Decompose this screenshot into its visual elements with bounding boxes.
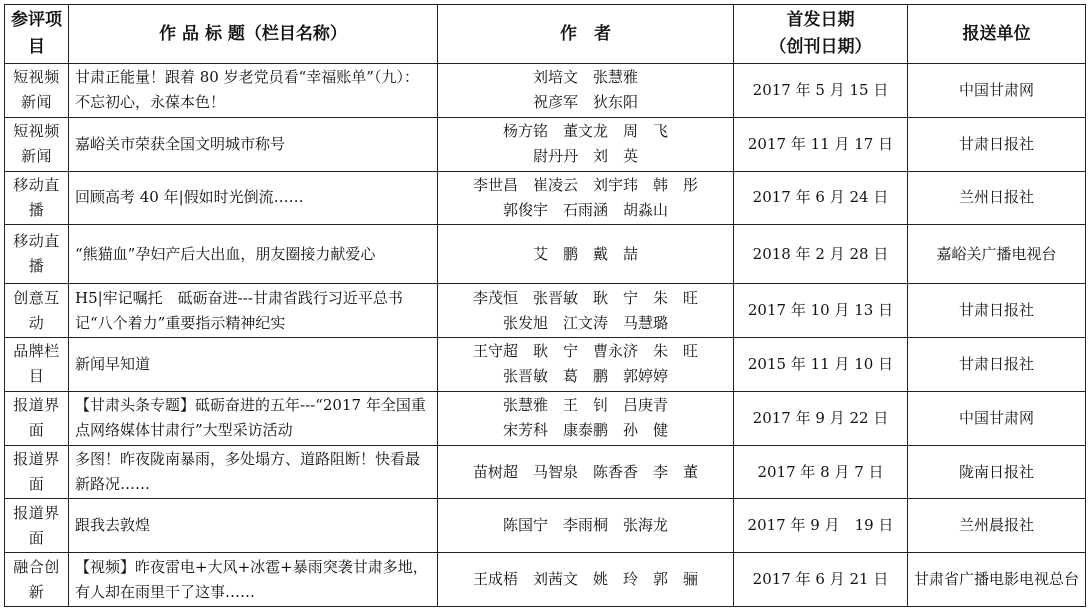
unit-cell: 陇南日报社: [908, 445, 1086, 499]
table-row: [5, 284, 1086, 338]
authors-line: 张慧雅 王 钊 吕庚青: [502, 396, 668, 415]
authors-line: 杨方铭 董文龙 周 飞: [502, 122, 668, 141]
authors-line: 张发旭 江文涛 马慧璐: [502, 313, 668, 332]
authors-line: 李世昌 崔凌云 刘宇玮 韩 彤: [472, 175, 698, 194]
table-row: [5, 171, 1086, 225]
category-cell: 品牌栏目: [5, 338, 69, 392]
date-cell: 2017 年 11 月 17 日: [734, 117, 908, 171]
authors-cell: [438, 64, 734, 118]
date-cell: 2015 年 11 月 10 日: [734, 338, 908, 392]
category-cell: 短视频新闻: [5, 64, 69, 118]
title-cell: H5|牢记嘱托 砥砺奋进---甘肃省践行习近平总书记“八个着力”重要指示精神纪实: [69, 284, 438, 338]
header-unit: 报送单位: [908, 5, 1086, 64]
awards-table: [4, 4, 1086, 607]
title-cell: 【视频】昨夜雷电+大风+冰雹+暴雨突袭甘肃多地，有人却在雨里干了这事……: [69, 553, 438, 607]
authors-line: 苗树超 马智泉 陈香香 李 董: [472, 462, 698, 481]
date-cell: 2017 年 6 月 21 日: [734, 553, 908, 607]
table-row: [5, 64, 1086, 118]
unit-cell: 甘肃日报社: [908, 338, 1086, 392]
authors-cell: [438, 117, 734, 171]
date-cell: 2017 年 8 月 7 日: [734, 445, 908, 499]
authors-line: 刘培文 张慧雅: [532, 68, 638, 87]
authors-line: 祝彦军 狄东阳: [532, 93, 638, 112]
date-cell: 2017 年 9 月 19 日: [734, 499, 908, 553]
authors-line: 陈国宁 李雨桐 张海龙: [502, 516, 668, 535]
unit-cell: 甘肃省广播电影电视总台: [908, 553, 1086, 607]
authors-cell: [438, 284, 734, 338]
authors-cell: [438, 445, 734, 499]
date-cell: 2017 年 10 月 13 日: [734, 284, 908, 338]
table-row: [5, 225, 1086, 284]
unit-cell: 嘉峪关广播电视台: [908, 225, 1086, 284]
authors-cell: [438, 553, 734, 607]
title-cell: 多图！昨夜陇南暴雨，多处塌方、道路阻断！快看最新路况……: [69, 445, 438, 499]
authors-cell: [438, 171, 734, 225]
title-cell: 【甘肃头条专题】砥砺奋进的五年---“2017 年全国重点网络媒体甘肃行”大型采访活动: [69, 391, 438, 445]
category-cell: 报道界面: [5, 445, 69, 499]
header-date-line2: （创刊日期）: [769, 37, 872, 57]
unit-cell: 兰州晨报社: [908, 499, 1086, 553]
authors-cell: [438, 499, 734, 553]
title-cell: “熊猫血”孕妇产后大出血，朋友圈接力献爱心: [69, 225, 438, 284]
date-cell: 2017 年 6 月 24 日: [734, 171, 908, 225]
title-cell: 跟我去敦煌: [69, 499, 438, 553]
unit-cell: 甘肃日报社: [908, 117, 1086, 171]
table-row: [5, 338, 1086, 392]
category-cell: 融合创新: [5, 553, 69, 607]
authors-line: 王守超 耿 宁 曹永济 朱 旺: [472, 342, 698, 361]
category-cell: 报道界面: [5, 499, 69, 553]
date-cell: 2017 年 9 月 22 日: [734, 391, 908, 445]
unit-cell: 兰州日报社: [908, 171, 1086, 225]
category-cell: 报道界面: [5, 391, 69, 445]
authors-line: 艾 鹏 戴 喆: [532, 244, 638, 263]
date-cell: 2017 年 5 月 15 日: [734, 64, 908, 118]
table-row: [5, 117, 1086, 171]
authors-line: 李茂恒 张晋敏 耿 宁 朱 旺: [472, 288, 698, 307]
authors-line: 郭俊宇 石雨涵 胡淼山: [502, 200, 668, 219]
header-authors: 作 者: [438, 5, 734, 64]
table-row: [5, 445, 1086, 499]
title-cell: 新闻早知道: [69, 338, 438, 392]
category-cell: 创意互动: [5, 284, 69, 338]
date-cell: 2018 年 2 月 28 日: [734, 225, 908, 284]
title-cell: 回顾高考 40 年|假如时光倒流……: [69, 171, 438, 225]
authors-line: 王成梧 刘茜文 姚 玲 郭 骊: [472, 570, 698, 589]
unit-cell: 中国甘肃网: [908, 64, 1086, 118]
title-cell: 甘肃正能量！跟着 80 岁老党员看“幸福账单”（九）：不忘初心，永葆本色！: [69, 64, 438, 118]
header-title: 作 品 标 题（栏目名称）: [69, 5, 438, 64]
header-category: 参评项目: [5, 5, 69, 64]
category-cell: 移动直播: [5, 225, 69, 284]
authors-line: 宋芳科 康泰鹏 孙 健: [502, 421, 668, 440]
authors-cell: [438, 225, 734, 284]
category-cell: 移动直播: [5, 171, 69, 225]
table-row: [5, 553, 1086, 607]
table-row: [5, 391, 1086, 445]
authors-line: 张晋敏 葛 鹏 郭婷婷: [502, 367, 668, 386]
authors-line: 尉丹丹 刘 英: [532, 147, 638, 166]
unit-cell: 中国甘肃网: [908, 391, 1086, 445]
table-row: [5, 499, 1086, 553]
authors-cell: [438, 391, 734, 445]
title-cell: 嘉峪关市荣获全国文明城市称号: [69, 117, 438, 171]
authors-cell: [438, 338, 734, 392]
header-date-line1: 首发日期: [786, 10, 855, 30]
category-cell: 短视频新闻: [5, 117, 69, 171]
header-row: [5, 5, 1086, 64]
header-date: [734, 5, 908, 64]
unit-cell: 甘肃日报社: [908, 284, 1086, 338]
